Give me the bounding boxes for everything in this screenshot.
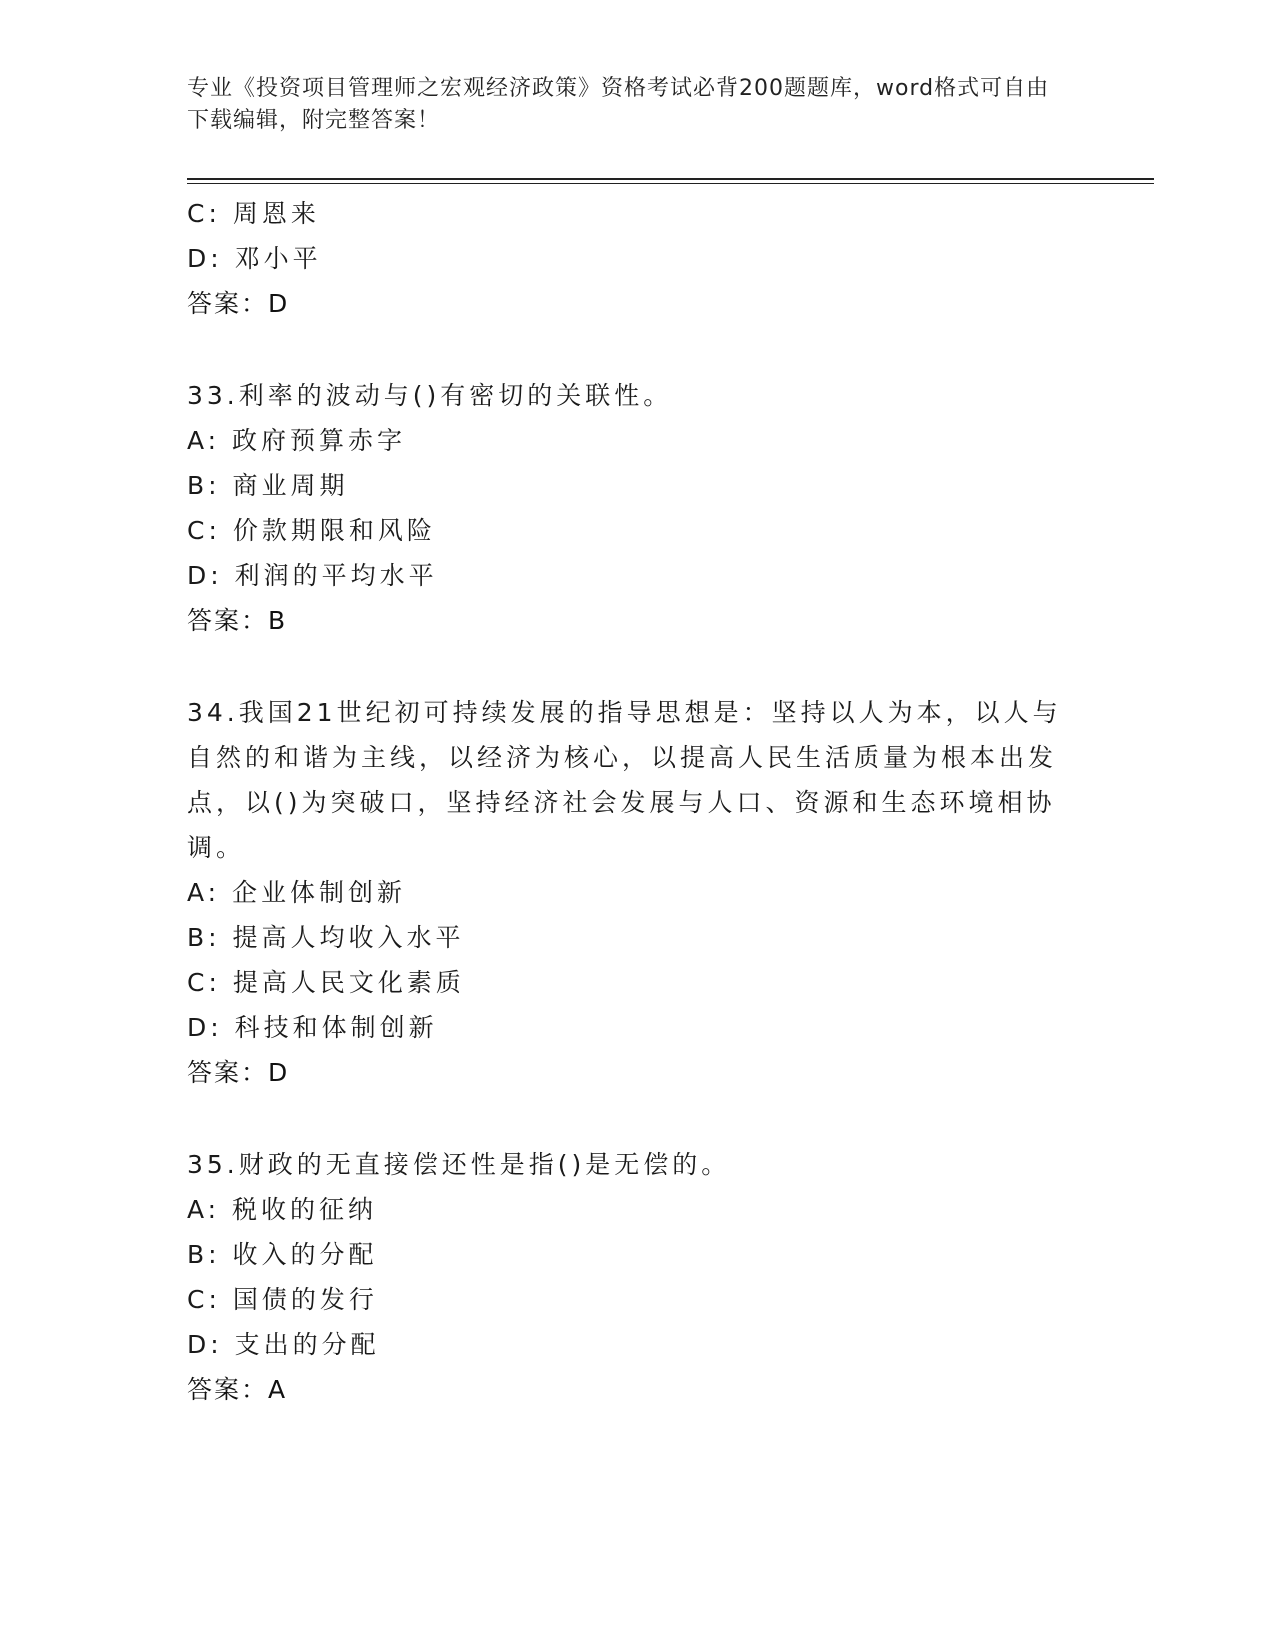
option-text: 利润的平均水平 bbox=[234, 561, 438, 590]
option-a: A: 企业体制创新 bbox=[187, 878, 407, 907]
option-d: D: 科技和体制创新 bbox=[187, 1013, 438, 1042]
answer-value: D bbox=[268, 289, 290, 318]
option-key: C bbox=[187, 968, 209, 997]
option-a: A: 税收的征纳 bbox=[187, 1195, 378, 1224]
answer-label: 答案： bbox=[187, 1375, 269, 1404]
question-35 bbox=[187, 1142, 1067, 1412]
option-c: C: 周恩来 bbox=[187, 199, 320, 228]
document-header: 专业《投资项目管理师之宏观经济政策》资格考试必背200题题库，word格式可自由下载编辑，附完整答案！ bbox=[187, 76, 1050, 133]
option-text: 企业体制创新 bbox=[232, 878, 407, 907]
option-text: 收入的分配 bbox=[232, 1240, 378, 1269]
answer-line bbox=[187, 598, 1067, 643]
option-key: B bbox=[187, 471, 209, 500]
option-text: 提高人均收入水平 bbox=[232, 923, 465, 952]
option-d: D: 利润的平均水平 bbox=[187, 561, 438, 590]
option-c: C: 国债的发行 bbox=[187, 1285, 378, 1314]
option-key: D bbox=[187, 561, 211, 590]
option-a: A: 政府预算赤字 bbox=[187, 426, 407, 455]
option-key: A bbox=[187, 1195, 208, 1224]
option-text: 提高人民文化素质 bbox=[232, 968, 465, 997]
option-key: A bbox=[187, 426, 208, 455]
option-text: 政府预算赤字 bbox=[232, 426, 407, 455]
questions-content bbox=[187, 191, 1067, 1412]
option-text: 支出的分配 bbox=[234, 1330, 380, 1359]
option-text: 价款期限和风险 bbox=[232, 516, 436, 545]
option-text: 国债的发行 bbox=[232, 1285, 378, 1314]
answer-value: B bbox=[268, 606, 288, 635]
option-d: D: 邓小平 bbox=[187, 244, 322, 273]
question-33 bbox=[187, 373, 1067, 643]
option-text: 商业周期 bbox=[232, 471, 349, 500]
option-text: 邓小平 bbox=[234, 244, 322, 273]
option-key: C bbox=[187, 516, 209, 545]
option-key: A bbox=[187, 878, 208, 907]
header-rule-thin bbox=[187, 183, 1154, 184]
option-key: B bbox=[187, 1240, 209, 1269]
option-key: C bbox=[187, 1285, 209, 1314]
answer-line bbox=[187, 1050, 1067, 1095]
question-stem: 34.我国21世纪初可持续发展的指导思想是：坚持以人为本，以人与自然的和谐为主线，以经济为核心，以提高人民生活质量为根本出发点，以()为突破口，坚持经济社会发展与人口、资源和生态环境相协调。 bbox=[187, 698, 1062, 862]
option-c: C: 价款期限和风险 bbox=[187, 516, 436, 545]
option-key: D bbox=[187, 244, 211, 273]
option-c: C: 提高人民文化素质 bbox=[187, 968, 465, 997]
answer-label: 答案： bbox=[187, 606, 269, 635]
option-b: B: 商业周期 bbox=[187, 471, 349, 500]
answer-line bbox=[187, 1367, 1067, 1412]
option-text: 科技和体制创新 bbox=[234, 1013, 438, 1042]
option-key: D bbox=[187, 1013, 211, 1042]
answer-value: A bbox=[268, 1375, 288, 1404]
option-key: C bbox=[187, 199, 209, 228]
option-key: D bbox=[187, 1330, 211, 1359]
option-d: D: 支出的分配 bbox=[187, 1330, 380, 1359]
option-key: B bbox=[187, 923, 209, 952]
answer-value: D bbox=[268, 1058, 290, 1087]
question-stem: 35.财政的无直接偿还性是指()是无偿的。 bbox=[187, 1150, 731, 1179]
question-34 bbox=[187, 690, 1067, 1095]
option-b: B: 收入的分配 bbox=[187, 1240, 378, 1269]
option-text: 周恩来 bbox=[232, 199, 320, 228]
option-text: 税收的征纳 bbox=[232, 1195, 378, 1224]
answer-label: 答案： bbox=[187, 289, 269, 318]
header-rule-thick bbox=[187, 178, 1154, 180]
answer-label: 答案： bbox=[187, 1058, 269, 1087]
answer-line bbox=[187, 281, 1067, 326]
option-b: B: 提高人均收入水平 bbox=[187, 923, 465, 952]
question-stem: 33.利率的波动与()有密切的关联性。 bbox=[187, 381, 673, 410]
prev-question-block bbox=[187, 191, 1067, 326]
